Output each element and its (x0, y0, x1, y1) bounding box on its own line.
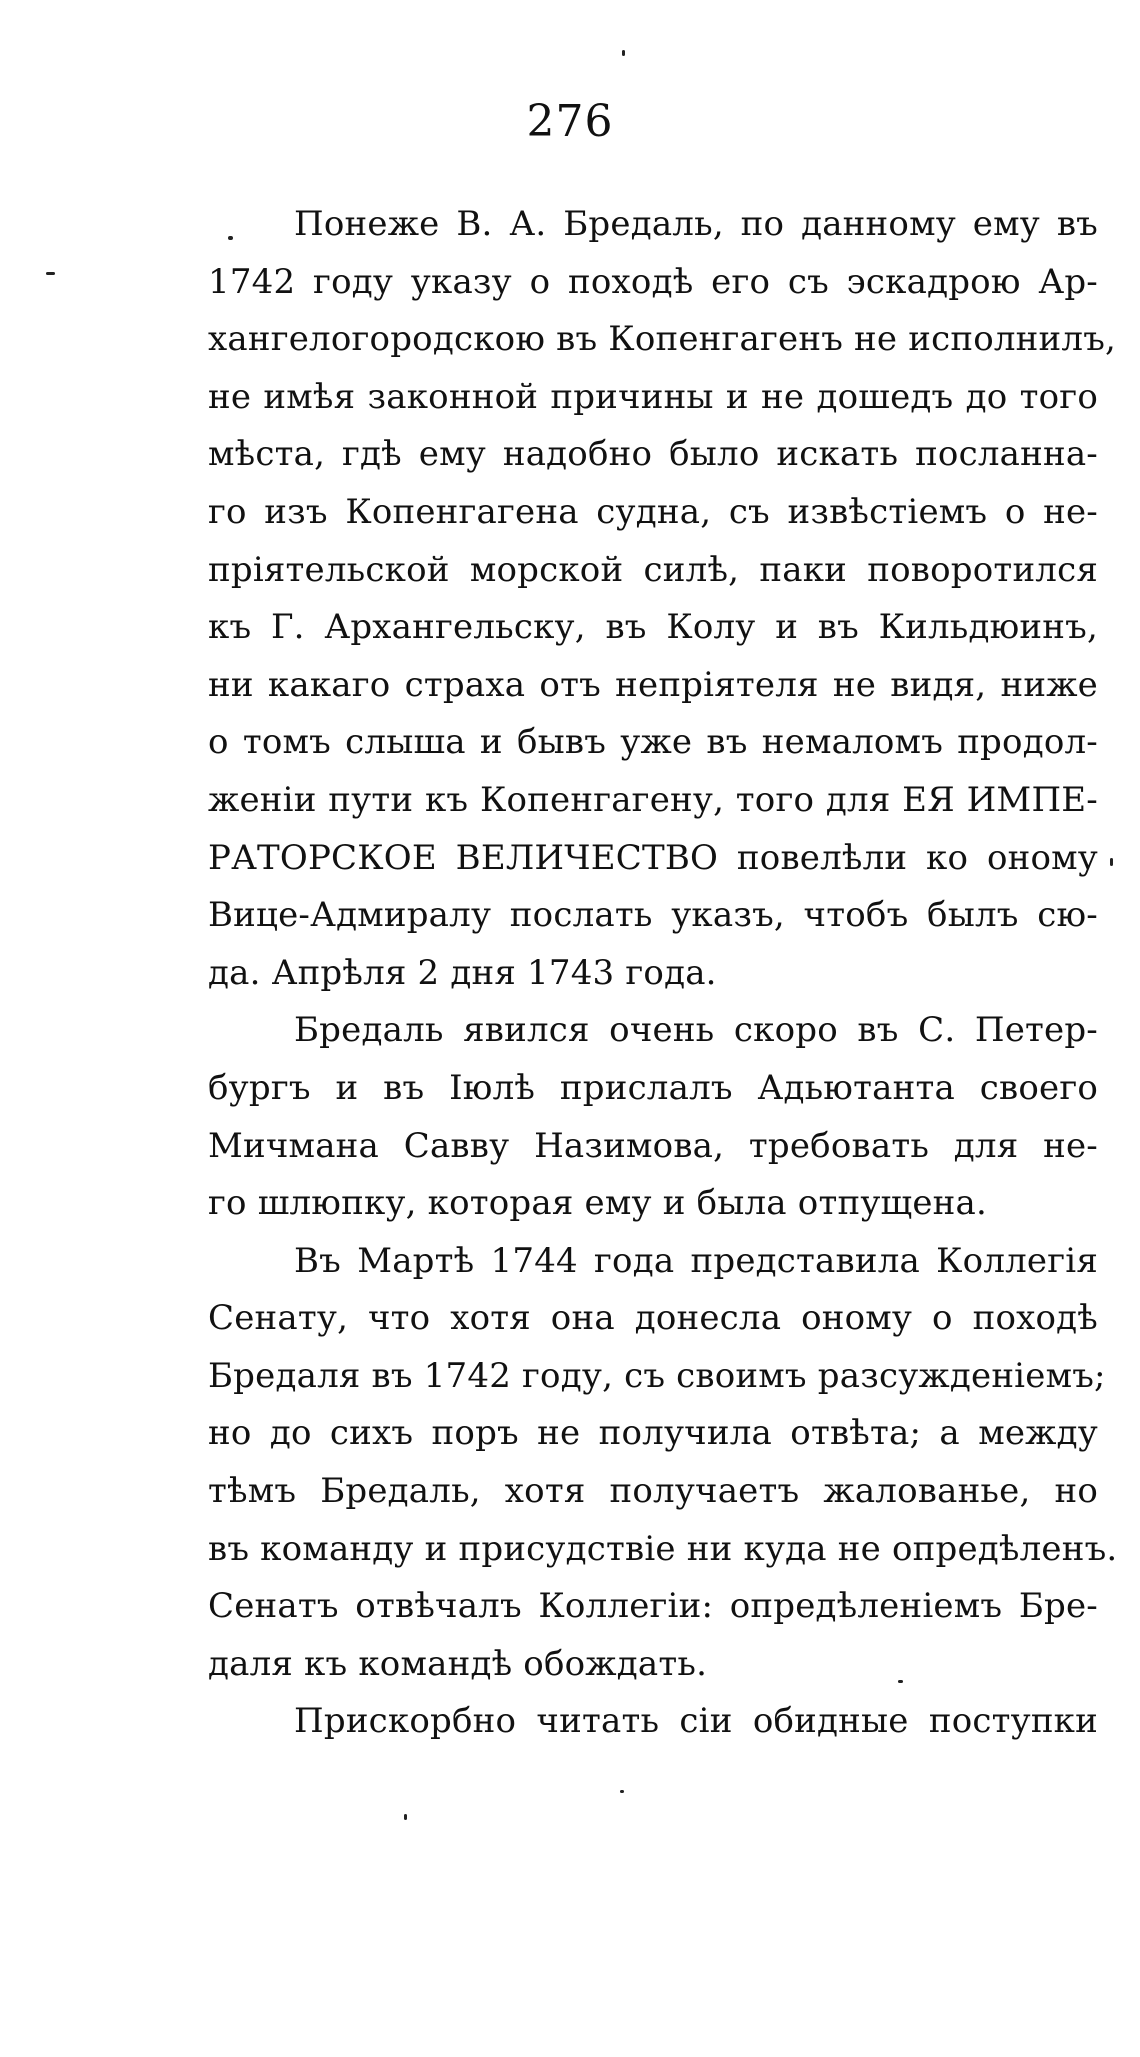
text-line: да. Апрѣля 2 дня 1743 года. (208, 952, 717, 993)
body-text (208, 196, 1118, 1751)
scan-speck (622, 50, 625, 56)
scan-speck (228, 236, 233, 240)
text-line: го изъ Копенгагена судна, съ извѣстіемъ о не- (208, 491, 1098, 532)
text-line: Прискорбно читать сіи обидные поступки (294, 1701, 1098, 1742)
text-line: тѣмъ Бредаль, хотя получаетъ жалованье, но (208, 1471, 1098, 1512)
text-line: женіи пути къ Копенгагену, того для ЕЯ ИМПЕ- (208, 779, 1098, 820)
text-line: Сенатъ отвѣчалъ Коллегіи: опредѣленіемъ Бре- (208, 1586, 1098, 1627)
scan-speck (620, 1790, 624, 1793)
scan-speck (404, 1814, 407, 1820)
text-line: но до сихъ поръ не получила отвѣта; а между (208, 1413, 1098, 1454)
text-line: къ Г. Архангельску, въ Колу и въ Кильдюинъ, (208, 607, 1098, 648)
text-line: въ команду и присудствіе ни куда не опредѣленъ. (208, 1528, 1118, 1569)
scan-speck (1110, 858, 1113, 866)
text-line: даля къ командѣ обождать. (208, 1643, 708, 1684)
text-line: 1742 году указу о походѣ его съ эскадрою Ар- (208, 261, 1098, 302)
text-line: хангелогородскою въ Копенгагенъ не исполнилъ, (208, 319, 1117, 360)
text-line: Бредаля въ 1742 году, съ своимъ разсужденіемъ; (208, 1355, 1106, 1396)
text-line: РАТОРСКОЕ ВЕЛИЧЕСТВО повелѣли ко оному (208, 837, 1098, 878)
text-line: Понеже В. А. Бредаль, по данному ему въ (294, 204, 1098, 244)
text-line: бургъ и въ Іюлѣ прислалъ Адьютанта своего (208, 1067, 1098, 1108)
text-line: Сенату, что хотя она донесла оному о походѣ (208, 1298, 1098, 1339)
text-line: Вице-Адмиралу послать указъ, чтобъ былъ сю- (208, 895, 1098, 936)
text-line: мѣста, гдѣ ему надобно было искать посланна- (208, 434, 1098, 475)
scan-speck (46, 272, 55, 275)
text-line: го шлюпку, которая ему и была отпущена. (208, 1183, 987, 1224)
page-number: 276 (526, 96, 614, 147)
text-line: Мичмана Савву Назимова, требовать для не- (208, 1125, 1098, 1166)
scan-speck (898, 1680, 903, 1683)
text-line: не имѣя законной причины и не дошедъ до того (208, 376, 1098, 417)
text-line: Въ Мартѣ 1744 года представила Коллегія (294, 1240, 1098, 1281)
text-line: пріятельской морской силѣ, паки поворотился (208, 549, 1098, 590)
text-line: ни какаго страха отъ непріятеля не видя, ниже (208, 664, 1098, 705)
text-line: Бредаль явился очень скоро въ С. Петер- (294, 1010, 1098, 1051)
text-line: о томъ слыша и бывъ уже въ немаломъ продол- (208, 722, 1098, 763)
